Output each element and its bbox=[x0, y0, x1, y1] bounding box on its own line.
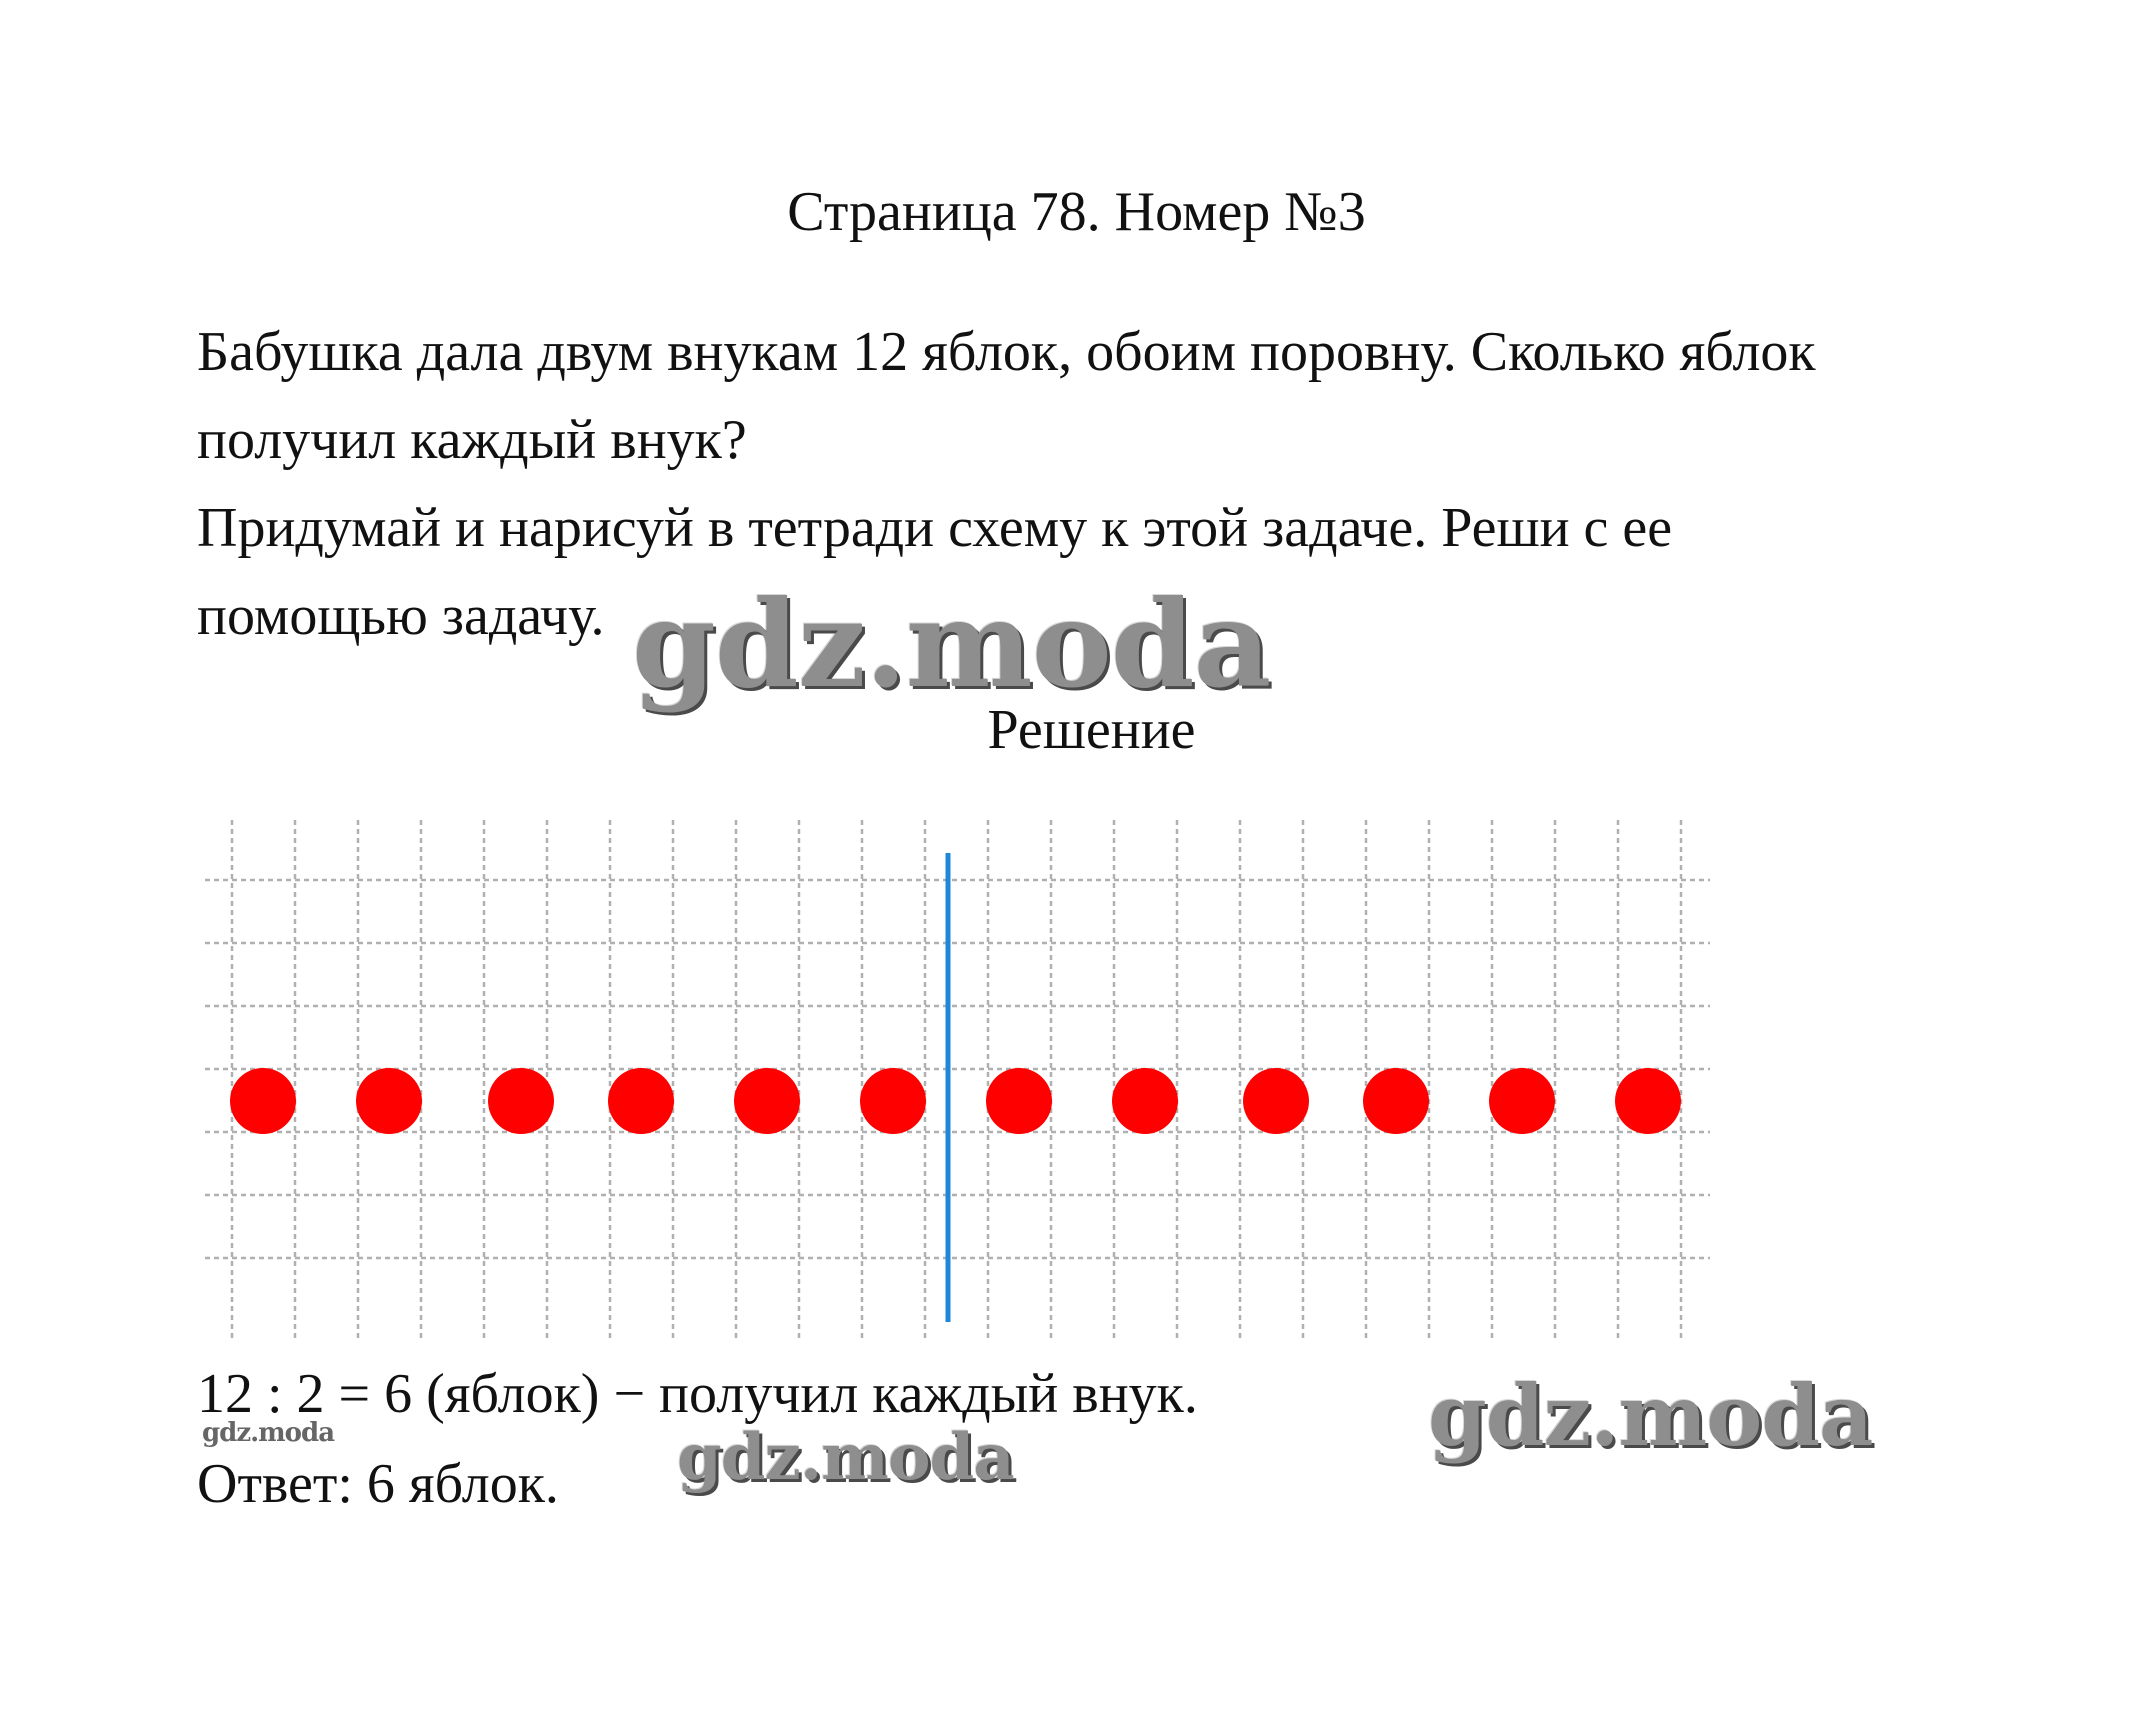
task-line-3: Придумай и нарисуй в тетради схему к этой задаче. Реши с ее bbox=[197, 497, 1673, 559]
notebook-grid bbox=[205, 820, 1710, 1340]
apple-dot bbox=[986, 1068, 1052, 1134]
watermark-main: gdz.moda bbox=[632, 574, 1271, 715]
apple-dot bbox=[488, 1068, 554, 1134]
page-title: Страница 78. Номер №3 bbox=[787, 181, 1366, 243]
apple-dot bbox=[1615, 1068, 1681, 1134]
watermark-tiny: gdz.moda bbox=[202, 1418, 335, 1448]
apple-dot bbox=[734, 1068, 800, 1134]
solution-answer: Ответ: 6 яблок. bbox=[197, 1453, 559, 1515]
task-line-2: получил каждый внук? bbox=[197, 409, 747, 471]
apple-dot bbox=[356, 1068, 422, 1134]
solution-heading-text: Решение bbox=[987, 699, 1196, 761]
apple-dot bbox=[860, 1068, 926, 1134]
apple-dot bbox=[608, 1068, 674, 1134]
apple-dot bbox=[230, 1068, 296, 1134]
apple-dot bbox=[1243, 1068, 1309, 1134]
watermark-small: gdz.moda bbox=[677, 1420, 1014, 1495]
watermark-right: gdz.moda bbox=[1428, 1366, 1873, 1465]
task-line-1: Бабушка дала двум внукам 12 яблок, обоим поровну. Сколько яблок bbox=[197, 321, 1816, 383]
apple-dot bbox=[1489, 1068, 1555, 1134]
apple-dot bbox=[1363, 1068, 1429, 1134]
solution-equation: 12 : 2 = 6 (яблок) − получил каждый внук. bbox=[197, 1363, 1198, 1425]
task-line-4: помощью задачу. bbox=[197, 585, 605, 647]
apple-dot bbox=[1112, 1068, 1178, 1134]
apples-row bbox=[230, 1068, 1681, 1134]
